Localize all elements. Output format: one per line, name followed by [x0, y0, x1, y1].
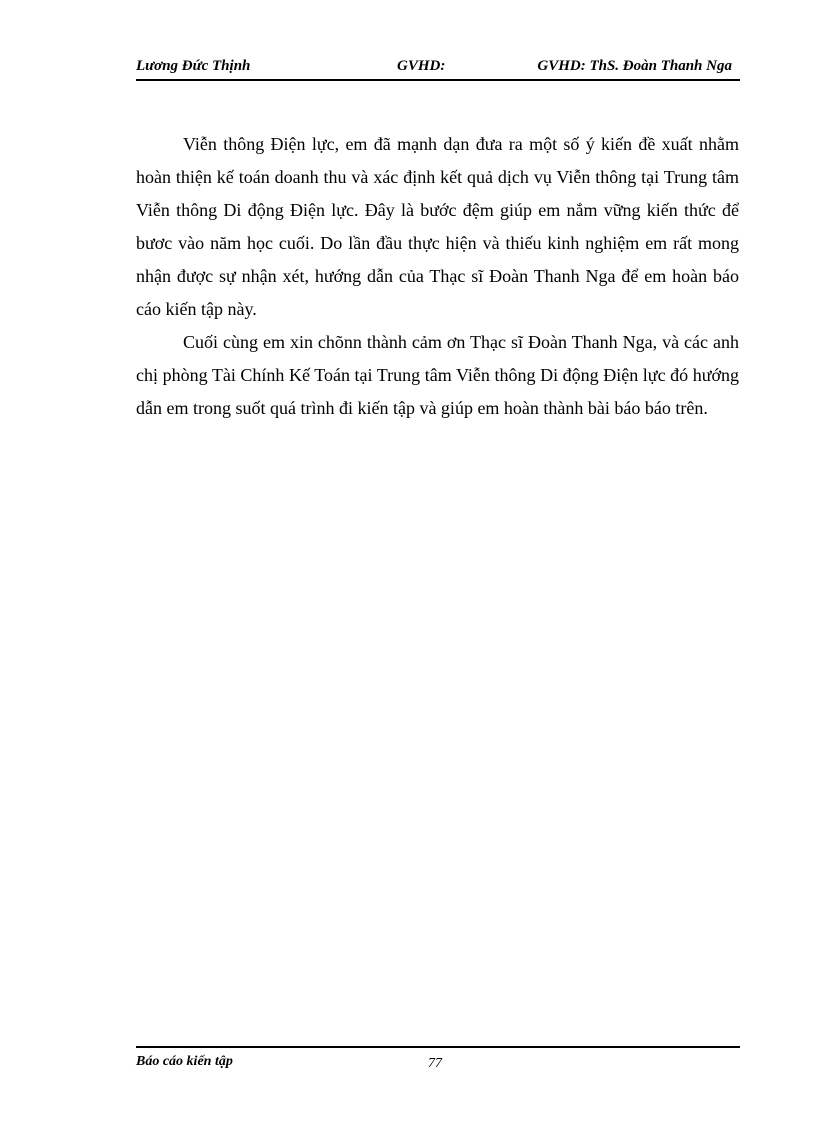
header-supervisor: GVHD: ThS. Đoàn Thanh Nga: [537, 58, 732, 74]
page-header: [136, 57, 740, 81]
header-gvhd-label: GVHD:: [397, 58, 446, 74]
footer-title: Báo cáo kiến tập: [136, 1054, 233, 1069]
page-footer: [136, 1046, 740, 1078]
paragraph: Viễn thông Điện lực, em đã mạnh dạn đưa ra một số ý kiến đề xuất nhằm hoàn thiện kế toán doanh thu và xác định kết quả dịch vụ Viễn thông tại Trung tâm Viễn thông Di động Điện lực. Đây là bước đệm giúp em nắm vững kiến thức để bươc vào năm học cuối. Do lần đầu thực hiện và thiếu kinh nghiệm em rất mong nhận được sự nhận xét, hướng dẫn của Thạc sĩ Đoàn Thanh Nga để em hoàn báo cáo kiến tập này.: [136, 134, 739, 319]
paragraph: Cuối cùng em xin chõnn thành cảm ơn Thạc sĩ Đoàn Thanh Nga, và các anh chị phòng Tài Chính Kế Toán tại Trung tâm Viễn thông Di động Điện lực đó hướng dẫn em trong suốt quá trình đi kiến tập và giúp em hoàn thành bài báo báo trên.: [136, 332, 739, 418]
header-author: Lương Đức Thịnh: [136, 58, 251, 74]
page-number: 77: [428, 1056, 442, 1071]
body-text: [136, 128, 739, 425]
